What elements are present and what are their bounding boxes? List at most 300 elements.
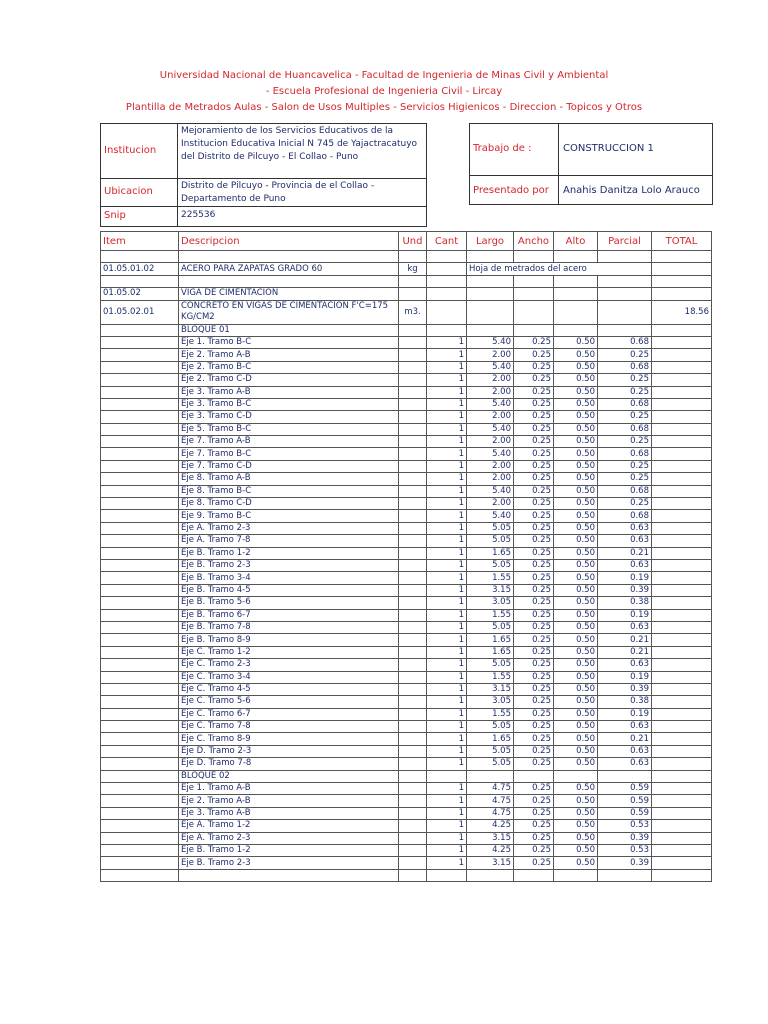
total-cell: [652, 510, 712, 522]
parcial-cell: 0.68: [598, 336, 652, 348]
largo-cell: 3.15: [467, 832, 514, 844]
ancho-cell: 0.25: [514, 696, 554, 708]
item-cell: [101, 671, 179, 683]
item-cell: [101, 423, 179, 435]
total-cell: [652, 733, 712, 745]
total-cell: [652, 795, 712, 807]
largo-cell: 1.55: [467, 572, 514, 584]
total-cell: [652, 820, 712, 832]
cant-cell: 1: [427, 671, 467, 683]
table-row: [101, 721, 712, 733]
total-cell: [652, 386, 712, 398]
total-cell: [652, 683, 712, 695]
unit-cell: [399, 473, 427, 485]
presentado-value: Anahis Danitza Lolo Arauco: [563, 185, 700, 196]
unit-cell: [399, 535, 427, 547]
alto-cell: 0.50: [554, 721, 598, 733]
item-cell: [101, 584, 179, 596]
unit-cell: [399, 336, 427, 348]
unit-cell: [399, 634, 427, 646]
total-cell: [652, 659, 712, 671]
ancho-cell: 0.25: [514, 708, 554, 720]
unit-cell: [399, 510, 427, 522]
table-row: [101, 386, 712, 398]
empty-cell: [598, 275, 652, 287]
description-cell: Eje A. Tramo 2-3: [179, 522, 399, 534]
parcial-cell: 0.53: [598, 844, 652, 856]
institucion-label: Institucion: [104, 145, 157, 156]
item-cell: [101, 758, 179, 770]
empty-cell: [399, 275, 427, 287]
empty-cell: [101, 251, 179, 263]
unit-cell: [399, 398, 427, 410]
snip-value: 225536: [181, 210, 216, 220]
description-cell: Eje B. Tramo 4-5: [179, 584, 399, 596]
largo-cell: 2.00: [467, 374, 514, 386]
largo-cell: [467, 288, 514, 300]
table-row: [101, 869, 712, 881]
alto-cell: 0.50: [554, 398, 598, 410]
description-cell: Eje B. Tramo 2-3: [179, 559, 399, 571]
unit-cell: [399, 820, 427, 832]
column-header: TOTAL: [652, 232, 712, 251]
item-cell: [101, 559, 179, 571]
item-cell: [101, 832, 179, 844]
total-cell: [652, 535, 712, 547]
empty-cell: [399, 251, 427, 263]
item-cell: [101, 745, 179, 757]
cant-cell: 1: [427, 448, 467, 460]
item-cell: [101, 349, 179, 361]
largo-cell: 1.55: [467, 708, 514, 720]
ancho-cell: 0.25: [514, 832, 554, 844]
description-cell: ACERO PARA ZAPATAS GRADO 60: [179, 263, 399, 275]
empty-cell: [652, 251, 712, 263]
item-cell: [101, 336, 179, 348]
largo-cell: 5.05: [467, 535, 514, 547]
largo-cell: 5.40: [467, 423, 514, 435]
empty-cell: [399, 869, 427, 881]
unit-cell: [399, 597, 427, 609]
item-cell: [101, 522, 179, 534]
total-cell: [652, 436, 712, 448]
description-cell: Eje B. Tramo 7-8: [179, 621, 399, 633]
table-row: [101, 584, 712, 596]
ancho-cell: 0.25: [514, 807, 554, 819]
table-row: [101, 535, 712, 547]
table-row: [101, 621, 712, 633]
empty-cell: [467, 324, 514, 336]
largo-cell: 5.40: [467, 398, 514, 410]
alto-cell: 0.50: [554, 547, 598, 559]
table-row: [101, 807, 712, 819]
cant-cell: 1: [427, 584, 467, 596]
largo-cell: 5.05: [467, 522, 514, 534]
table-row: [101, 522, 712, 534]
parcial-cell: 0.19: [598, 671, 652, 683]
parcial-cell: 0.39: [598, 584, 652, 596]
cant-cell: 1: [427, 398, 467, 410]
unit-cell: [399, 448, 427, 460]
column-header: Largo: [467, 232, 514, 251]
cant-cell: 1: [427, 844, 467, 856]
largo-cell: 5.05: [467, 758, 514, 770]
ancho-cell: 0.25: [514, 411, 554, 423]
largo-cell: 4.25: [467, 844, 514, 856]
parcial-cell: 0.39: [598, 832, 652, 844]
total-cell: [652, 522, 712, 534]
item-cell: [101, 721, 179, 733]
description-cell: Eje B. Tramo 1-2: [179, 844, 399, 856]
total-cell: [652, 621, 712, 633]
cant-cell: 1: [427, 411, 467, 423]
ancho-cell: 0.25: [514, 361, 554, 373]
total-cell: [652, 448, 712, 460]
parcial-cell: 0.25: [598, 436, 652, 448]
largo-cell: 5.05: [467, 745, 514, 757]
total-cell: [652, 460, 712, 472]
cant-cell: 1: [427, 659, 467, 671]
empty-cell: [427, 324, 467, 336]
alto-cell: 0.50: [554, 659, 598, 671]
total-cell: [652, 336, 712, 348]
unit-cell: [399, 857, 427, 869]
empty-cell: [598, 770, 652, 782]
cant-cell: 1: [427, 386, 467, 398]
description-cell: Eje 7. Tramo A-B: [179, 436, 399, 448]
cant-cell: 1: [427, 795, 467, 807]
unit-cell: [399, 659, 427, 671]
table-row: [101, 733, 712, 745]
ancho-cell: 0.25: [514, 547, 554, 559]
item-cell: [101, 609, 179, 621]
empty-cell: [514, 869, 554, 881]
cant-cell: 1: [427, 336, 467, 348]
item-cell: [101, 436, 179, 448]
ancho-cell: 0.25: [514, 336, 554, 348]
column-header: Alto: [554, 232, 598, 251]
total-cell: [652, 646, 712, 658]
unit-cell: [399, 485, 427, 497]
institucion-value: Mejoramiento de los Servicios Educativos de la Institucion Educativa Inicial N 745 de Yajactracatuyo del Distrito de Pilcuyo - El Collao - Puno: [181, 126, 418, 162]
note-cell: Hoja de metrados del acero: [467, 263, 652, 275]
description-cell: Eje C. Tramo 6-7: [179, 708, 399, 720]
parcial-cell: 0.21: [598, 634, 652, 646]
section-title: BLOQUE 02: [179, 770, 399, 782]
largo-cell: 2.00: [467, 411, 514, 423]
empty-cell: [554, 324, 598, 336]
cant-cell: 1: [427, 733, 467, 745]
parcial-cell: 0.19: [598, 572, 652, 584]
unit-cell: [399, 609, 427, 621]
empty-cell: [554, 770, 598, 782]
table-row: [101, 559, 712, 571]
description-cell: Eje A. Tramo 2-3: [179, 832, 399, 844]
cant-cell: 1: [427, 349, 467, 361]
table-row: [101, 659, 712, 671]
parcial-cell: 0.25: [598, 498, 652, 510]
ancho-cell: 0.25: [514, 597, 554, 609]
parcial-cell: 0.63: [598, 559, 652, 571]
description-cell: VIGA DE CIMENTACION: [179, 288, 399, 300]
cant-cell: 1: [427, 485, 467, 497]
item-cell: [101, 807, 179, 819]
largo-cell: 5.05: [467, 621, 514, 633]
largo-cell: 3.05: [467, 597, 514, 609]
alto-cell: 0.50: [554, 473, 598, 485]
header-line-3: Plantilla de Metrados Aulas - Salon de Usos Multiples - Servicios Higienicos - Direccion - Topicos y Otros: [125, 102, 643, 113]
empty-cell: [652, 770, 712, 782]
column-header: Cant: [427, 232, 467, 251]
empty-cell: [598, 300, 652, 324]
ancho-cell: 0.25: [514, 745, 554, 757]
total-cell: [652, 398, 712, 410]
trabajo-value: CONSTRUCCION 1: [563, 143, 654, 154]
cant-cell: 1: [427, 361, 467, 373]
cant-cell: 1: [427, 510, 467, 522]
item-cell: [101, 770, 179, 782]
unit-cell: [399, 844, 427, 856]
item-cell: [101, 795, 179, 807]
table-row: [101, 324, 712, 336]
total-cell: [652, 473, 712, 485]
alto-cell: 0.50: [554, 807, 598, 819]
total-cell: [652, 696, 712, 708]
item-cell: [101, 733, 179, 745]
largo-cell: 1.65: [467, 547, 514, 559]
table-row: [101, 597, 712, 609]
largo-cell: 5.40: [467, 448, 514, 460]
alto-cell: 0.50: [554, 423, 598, 435]
table-row: [101, 510, 712, 522]
alto-cell: 0.50: [554, 436, 598, 448]
empty-cell: [554, 251, 598, 263]
description-cell: Eje 8. Tramo A-B: [179, 473, 399, 485]
ancho-cell: 0.25: [514, 559, 554, 571]
cant-cell: 1: [427, 498, 467, 510]
total-cell: [652, 708, 712, 720]
parcial-cell: 0.63: [598, 745, 652, 757]
alto-cell: 0.50: [554, 584, 598, 596]
total-cell: [652, 844, 712, 856]
table-row: [101, 844, 712, 856]
total-cell: [652, 349, 712, 361]
unit-cell: [399, 721, 427, 733]
empty-cell: [554, 869, 598, 881]
unit-cell: [399, 498, 427, 510]
unit-cell: [399, 288, 427, 300]
empty-cell: [427, 251, 467, 263]
total-cell: [652, 807, 712, 819]
empty-cell: [467, 869, 514, 881]
table-row: [101, 398, 712, 410]
table-row: [101, 547, 712, 559]
empty-cell: [399, 770, 427, 782]
largo-cell: 2.00: [467, 349, 514, 361]
largo-cell: 3.15: [467, 683, 514, 695]
ancho-cell: 0.25: [514, 783, 554, 795]
item-cell: 01.05.02.01: [101, 300, 179, 324]
parcial-cell: 0.21: [598, 646, 652, 658]
description-cell: Eje D. Tramo 2-3: [179, 745, 399, 757]
unit-cell: [399, 349, 427, 361]
cant-cell: 1: [427, 783, 467, 795]
cant-cell: 1: [427, 621, 467, 633]
item-cell: [101, 708, 179, 720]
total-cell: [652, 498, 712, 510]
cant-cell: 1: [427, 683, 467, 695]
ancho-cell: 0.25: [514, 535, 554, 547]
largo-cell: 5.05: [467, 559, 514, 571]
description-cell: Eje 8. Tramo C-D: [179, 498, 399, 510]
unit-cell: [399, 745, 427, 757]
parcial-cell: 0.21: [598, 547, 652, 559]
column-header: Item: [101, 232, 179, 251]
empty-cell: [179, 275, 399, 287]
table-row: [101, 609, 712, 621]
unit-cell: [399, 646, 427, 658]
alto-cell: 0.50: [554, 795, 598, 807]
table-row: [101, 770, 712, 782]
largo-cell: 5.40: [467, 336, 514, 348]
table-row: [101, 436, 712, 448]
table-row: [101, 646, 712, 658]
item-cell: [101, 547, 179, 559]
empty-cell: [427, 869, 467, 881]
description-cell: Eje C. Tramo 7-8: [179, 721, 399, 733]
empty-cell: [467, 275, 514, 287]
description-cell: Eje 7. Tramo C-D: [179, 460, 399, 472]
description-cell: Eje 1. Tramo B-C: [179, 336, 399, 348]
alto-cell: 0.50: [554, 634, 598, 646]
ancho-cell: 0.25: [514, 820, 554, 832]
column-header: Descripcion: [179, 232, 399, 251]
cant-cell: 1: [427, 597, 467, 609]
table-row: [101, 361, 712, 373]
ancho-cell: 0.25: [514, 659, 554, 671]
item-cell: [101, 473, 179, 485]
ancho-cell: 0.25: [514, 609, 554, 621]
unit-cell: [399, 795, 427, 807]
alto-cell: 0.50: [554, 758, 598, 770]
total-cell: [652, 411, 712, 423]
largo-cell: 5.05: [467, 659, 514, 671]
total-cell: [652, 597, 712, 609]
empty-cell: [514, 770, 554, 782]
description-cell: Eje 3. Tramo C-D: [179, 411, 399, 423]
table-row: [101, 300, 712, 324]
table-row: [101, 832, 712, 844]
total-cell: [652, 671, 712, 683]
empty-cell: [427, 300, 467, 324]
empty-cell: [514, 275, 554, 287]
empty-cell: [514, 324, 554, 336]
description-cell: Eje C. Tramo 8-9: [179, 733, 399, 745]
alto-cell: 0.50: [554, 498, 598, 510]
alto-cell: 0.50: [554, 559, 598, 571]
empty-cell: [598, 324, 652, 336]
item-cell: [101, 621, 179, 633]
total-cell: [652, 361, 712, 373]
parcial-cell: 0.25: [598, 473, 652, 485]
table-row: [101, 349, 712, 361]
unit-cell: [399, 436, 427, 448]
parcial-cell: 0.68: [598, 485, 652, 497]
alto-cell: 0.50: [554, 349, 598, 361]
unit-cell: [399, 733, 427, 745]
alto-cell: 0.50: [554, 683, 598, 695]
largo-cell: 2.00: [467, 473, 514, 485]
alto-cell: 0.50: [554, 597, 598, 609]
largo-cell: 3.05: [467, 696, 514, 708]
cant-cell: 1: [427, 547, 467, 559]
ancho-cell: 0.25: [514, 795, 554, 807]
largo-cell: 3.15: [467, 584, 514, 596]
cant-cell: 1: [427, 609, 467, 621]
alto-cell: 0.50: [554, 783, 598, 795]
alto-cell: 0.50: [554, 671, 598, 683]
parcial-cell: 0.63: [598, 659, 652, 671]
parcial-cell: 0.63: [598, 535, 652, 547]
empty-cell: [399, 324, 427, 336]
parcial-cell: 0.68: [598, 398, 652, 410]
unit-cell: [399, 783, 427, 795]
unit-cell: [399, 584, 427, 596]
item-cell: [101, 374, 179, 386]
table-row: [101, 783, 712, 795]
ubicacion-label: Ubicacion: [104, 186, 153, 197]
ubicacion-value: Distrito de Pilcuyo - Provincia de el Collao - Departamento de Puno: [181, 181, 375, 204]
description-cell: Eje 3. Tramo B-C: [179, 398, 399, 410]
item-cell: [101, 510, 179, 522]
item-cell: [101, 696, 179, 708]
description-cell: Eje 2. Tramo A-B: [179, 795, 399, 807]
total-cell: [652, 288, 712, 300]
alto-cell: 0.50: [554, 510, 598, 522]
table-row: [101, 696, 712, 708]
cant-cell: 1: [427, 832, 467, 844]
item-cell: [101, 857, 179, 869]
alto-cell: 0.50: [554, 844, 598, 856]
parcial-cell: 0.63: [598, 522, 652, 534]
ancho-cell: 0.25: [514, 510, 554, 522]
alto-cell: 0.50: [554, 646, 598, 658]
table-row: [101, 411, 712, 423]
ancho-cell: 0.25: [514, 473, 554, 485]
description-cell: Eje B. Tramo 2-3: [179, 857, 399, 869]
alto-cell: [554, 288, 598, 300]
description-cell: Eje D. Tramo 7-8: [179, 758, 399, 770]
description-cell: Eje 3. Tramo A-B: [179, 807, 399, 819]
table-row: [101, 634, 712, 646]
ancho-cell: 0.25: [514, 423, 554, 435]
unit-cell: [399, 411, 427, 423]
description-cell: Eje 3. Tramo A-B: [179, 386, 399, 398]
alto-cell: 0.50: [554, 696, 598, 708]
unit-cell: [399, 374, 427, 386]
item-cell: [101, 683, 179, 695]
total-cell: [652, 857, 712, 869]
table-row: [101, 572, 712, 584]
parcial-cell: 0.21: [598, 733, 652, 745]
parcial-cell: 0.68: [598, 510, 652, 522]
item-cell: [101, 398, 179, 410]
unit-cell: [399, 361, 427, 373]
unit-cell: [399, 621, 427, 633]
parcial-cell: [652, 263, 712, 275]
ancho-cell: 0.25: [514, 460, 554, 472]
item-cell: [101, 535, 179, 547]
